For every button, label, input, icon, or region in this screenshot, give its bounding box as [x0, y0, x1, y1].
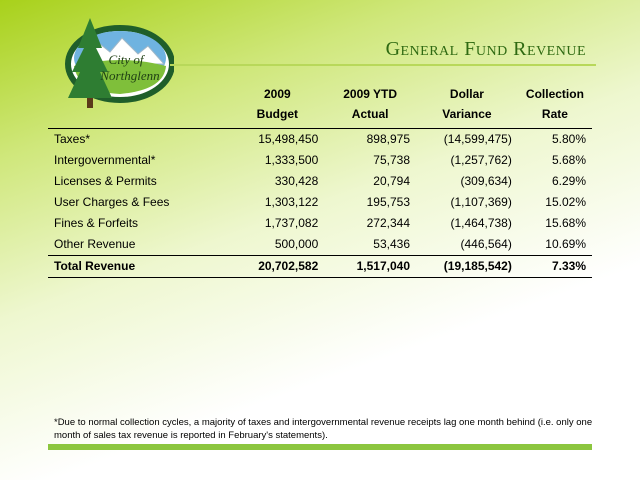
title-divider [170, 64, 596, 66]
row-variance: (446,564) [460, 237, 512, 251]
row-label: Licenses & Permits [54, 174, 157, 188]
logo-text-city-of: City of [108, 52, 144, 67]
header-rate-line2: Rate [541, 107, 568, 121]
header-rate-line1: Collection [525, 87, 584, 101]
header-actual-line1: 2009 YTD [343, 87, 398, 101]
row-label: Fines & Forfeits [54, 216, 139, 230]
bottom-accent-bar [48, 444, 592, 450]
total-rate: 7.33% [518, 256, 592, 278]
table-row [48, 171, 592, 192]
row-label: Taxes* [54, 132, 91, 146]
revenue-table [48, 84, 592, 278]
row-variance: (309,634) [460, 174, 512, 188]
total-actual: 1,517,040 [324, 256, 416, 278]
logo-text-northglenn: Northglenn [100, 68, 160, 83]
row-budget: 1,333,500 [264, 153, 319, 167]
table-row [48, 129, 592, 150]
table-header-row [48, 84, 592, 129]
row-actual: 20,794 [373, 174, 410, 188]
row-budget: 1,303,122 [264, 195, 319, 209]
header-label [48, 84, 230, 129]
header-variance [416, 84, 518, 129]
row-rate: 15.68% [545, 216, 586, 230]
revenue-table-container [48, 84, 592, 278]
row-budget: 15,498,450 [258, 132, 319, 146]
row-label: Other Revenue [54, 237, 136, 251]
header-variance-line2: Variance [442, 107, 492, 121]
row-rate: 10.69% [545, 237, 586, 251]
total-label: Total Revenue [48, 256, 230, 278]
row-actual: 53,436 [373, 237, 410, 251]
header-budget [230, 84, 324, 129]
row-actual: 272,344 [366, 216, 410, 230]
row-actual: 75,738 [373, 153, 410, 167]
row-rate: 5.80% [551, 132, 586, 146]
row-budget: 330,428 [274, 174, 319, 188]
footnote: *Due to normal collection cycles, a majority of taxes and intergovernmental revenue receipts lag one month behind (i.e. only one month of sales tax revenue is reported in February's statements). [54, 417, 593, 441]
row-actual: 195,753 [366, 195, 410, 209]
table-row [48, 192, 592, 213]
header-budget-line1: 2009 [263, 87, 291, 101]
header-variance-line1: Dollar [449, 87, 484, 101]
row-label: User Charges & Fees [54, 195, 170, 209]
total-row [48, 256, 592, 278]
table-row [48, 234, 592, 256]
page-title: General Fund Revenue [385, 38, 586, 60]
total-budget: 20,702,582 [230, 256, 324, 278]
row-rate: 15.02% [545, 195, 586, 209]
header-actual-line2: Actual [351, 107, 389, 121]
row-variance: (14,599,475) [443, 132, 512, 146]
total-variance: (19,185,542) [416, 256, 518, 278]
row-variance: (1,464,738) [450, 216, 512, 230]
row-label: Intergovernmental* [54, 153, 156, 167]
row-variance: (1,107,369) [450, 195, 512, 209]
row-budget: 500,000 [274, 237, 319, 251]
row-budget: 1,737,082 [264, 216, 319, 230]
header-budget-line2: Budget [256, 107, 298, 121]
table-row [48, 213, 592, 234]
row-rate: 5.68% [551, 153, 586, 167]
header-actual [324, 84, 416, 129]
header-rate [518, 84, 592, 129]
table-row [48, 150, 592, 171]
row-variance: (1,257,762) [450, 153, 512, 167]
row-rate: 6.29% [551, 174, 586, 188]
row-actual: 898,975 [366, 132, 410, 146]
